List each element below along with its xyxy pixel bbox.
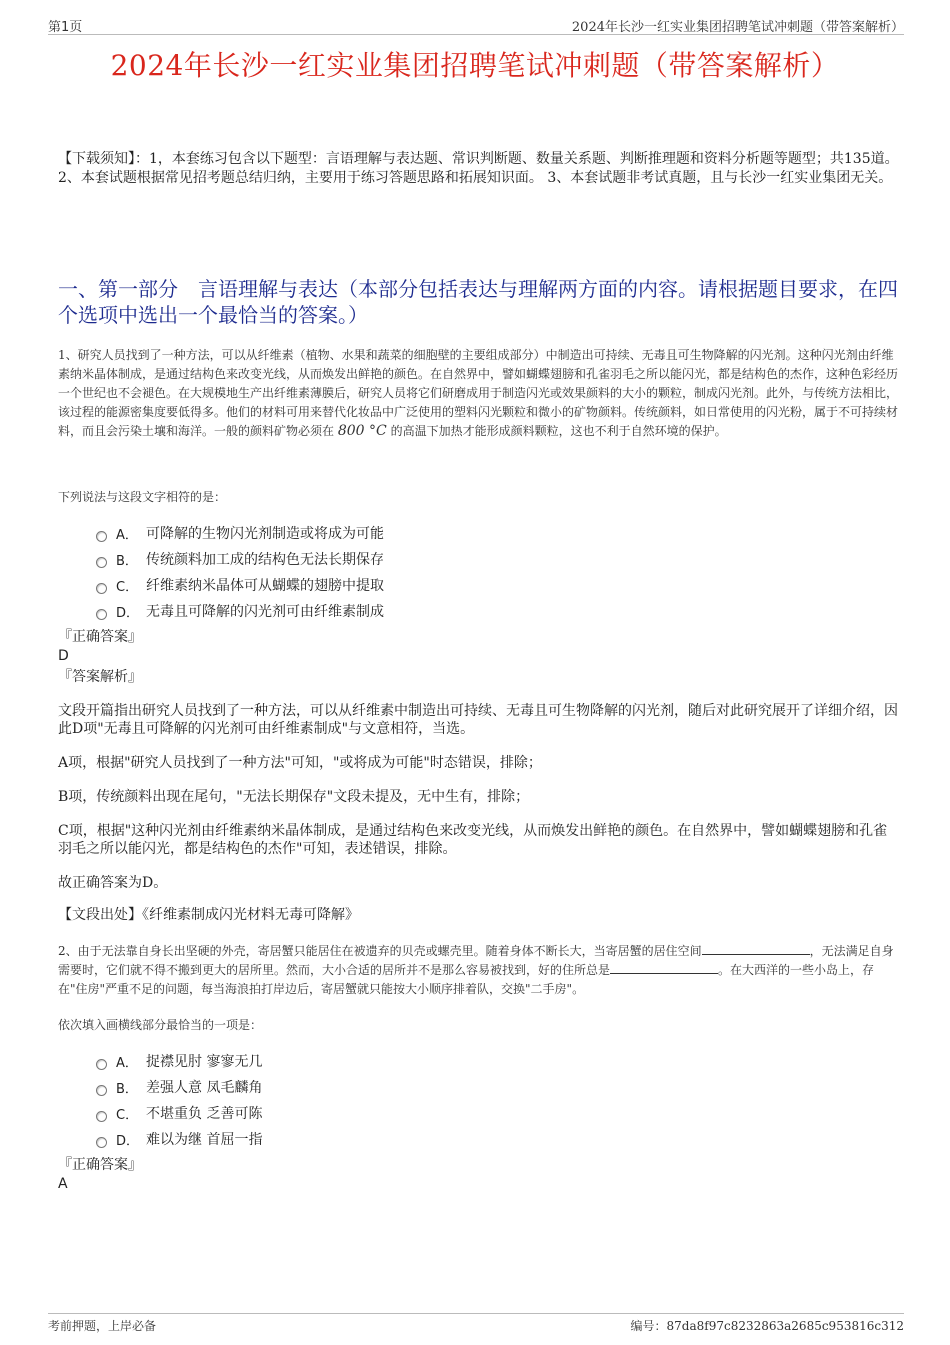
radio-icon[interactable] — [96, 609, 107, 620]
analysis-label: 『答案解析』 — [58, 669, 142, 685]
question-2-stem: 依次填入画横线部分最恰当的一项是： — [58, 1018, 263, 1032]
temperature-formula: 800 °C — [337, 423, 387, 439]
question-1-text-a: 1、研究人员找到了一种方法，可以从纤维素（植物、水果和蔬菜的细胞壁的主要组成部分）中制造出可持续、无毒且可生物降解的闪光剂。这种闪光剂由纤维素纳米晶体制成，是通过结构色来改变光线，从而焕发出鲜艳的颜色。在自然界中，譬如蝴蝶翅膀和孔雀羽毛之所以能闪光，都是结构色的杰作，这种色彩经历一个世纪也不会褪色。在大规模地生产出纤维素薄膜后，研究人员将它们研磨成用于制造闪光或效果颜料的大小的颗粒，制成闪光剂。此外，与传统方法相比，该过程的能源密集度要低得多。他们的材料可用来替代化妆品中广泛使用的塑料闪光颗粒和微小的矿物颜料。传统颜料，如日常使用的闪光粉，属于不可持续材料，而且会污染土壤和海洋。一般的颜料矿物必须在 — [58, 348, 899, 438]
option-b[interactable]: B． 差强人意 凤毛麟角 — [96, 1074, 262, 1100]
download-notice: 【下载须知】：1，本套练习包含以下题型：言语理解与表达题、常识判断题、数量关系题、判断推理题和资料分析题等题型；共135道。 2、本套试题根据常见招考题总结归纳，主要用于练习答题思路和拓展知识面。 3、本套试题非考试真题，且与长沙一红实业集团无关。 — [58, 151, 899, 186]
option-c[interactable]: C． 纤维素纳米晶体可从蝴蝶的翅膀中提取 — [96, 572, 384, 598]
radio-icon[interactable] — [96, 531, 107, 542]
document-id: 编号：87da8f97c8232863a2685c953816c312 — [630, 1319, 904, 1333]
radio-icon[interactable] — [96, 1059, 107, 1070]
question-1-options — [96, 520, 384, 624]
option-a[interactable]: A． 可降解的生物闪光剂制造或将成为可能 — [96, 520, 384, 546]
radio-icon[interactable] — [96, 1085, 107, 1096]
question-2-text-a: 2、由于无法靠自身长出坚硬的外壳，寄居蟹只能居住在被遗弃的贝壳或螺壳里。随着身体不断长大，当寄居蟹的居住空间 — [58, 944, 702, 958]
question-2-passage — [58, 942, 900, 999]
question-1-passage — [58, 346, 900, 441]
question-2-text-c: 。在大西洋的一些小岛上，存在"住房"严重不足的问题，每当海浪拍打岸边后，寄居蟹就只能按大小顺序排着队，交换"二手房"。 — [58, 963, 875, 996]
option-b[interactable]: B． 传统颜料加工成的结构色无法长期保存 — [96, 546, 384, 572]
footer-slogan: 考前押题，上岸必备 — [48, 1319, 157, 1333]
correct-answer: D — [58, 648, 69, 664]
section-heading: 一、第一部分 言语理解与表达（本部分包括表达与理解两方面的内容。请根据题目要求，在四个选项中选出一个最恰当的答案。） — [58, 277, 898, 327]
page-number: 第1页 — [48, 20, 83, 35]
option-d[interactable]: D． 无毒且可降解的闪光剂可由纤维素制成 — [96, 598, 384, 624]
question-2-options — [96, 1048, 262, 1152]
question-1-text-b: 的高温下加热才能形成颜料颗粒，这也不利于自然环境的保护。 — [390, 424, 727, 438]
analysis-paragraph: 文段开篇指出研究人员找到了一种方法，可以从纤维素中制造出可持续、无毒且可生物降解的闪光剂，随后对此研究展开了详细介绍，因此D项"无毒且可降解的闪光剂可由纤维素制成"与文意相符，当选。 — [58, 703, 898, 737]
fill-blank[interactable] — [610, 961, 718, 974]
answer-label: 『正确答案』 — [58, 629, 142, 645]
option-c[interactable]: C． 不堪重负 乏善可陈 — [96, 1100, 262, 1126]
analysis-paragraph: B项，传统颜料出现在尾句，"无法长期保存"文段未提及，无中生有，排除； — [58, 789, 530, 805]
page-title: 2024年长沙一红实业集团招聘笔试冲刺题（带答案解析） — [110, 49, 840, 82]
option-a[interactable]: A． 捉襟见肘 寥寥无几 — [96, 1048, 262, 1074]
header-doc-title: 2024年长沙一红实业集团招聘笔试冲刺题（带答案解析） — [571, 20, 904, 35]
analysis-paragraph: A项，根据"研究人员找到了一种方法"可知，"或将成为可能"时态错误，排除； — [58, 755, 542, 771]
answer-label: 『正确答案』 — [58, 1157, 142, 1173]
option-d[interactable]: D． 难以为继 首屈一指 — [96, 1126, 262, 1152]
analysis-paragraph: 故正确答案为D。 — [58, 875, 168, 891]
analysis-paragraph: C项，根据"这种闪光剂由纤维素纳米晶体制成，是通过结构色来改变光线，从而焕发出鲜艳的颜色。在自然界中，譬如蝴蝶翅膀和孔雀羽毛之所以能闪光，都是结构色的杰作"可知，表述错误，排除。 — [58, 823, 888, 857]
page-footer — [48, 1313, 904, 1334]
radio-icon[interactable] — [96, 1137, 107, 1148]
radio-icon[interactable] — [96, 557, 107, 568]
question-2-text-b: ，无法满足自身需要时，它们就不得不搬到更大的居所里。然而，大小合适的居所并不是那么容易被找到，好的住所总是 — [58, 944, 894, 977]
question-1-stem: 下列说法与这段文字相符的是： — [58, 490, 227, 504]
radio-icon[interactable] — [96, 1111, 107, 1122]
fill-blank[interactable] — [702, 942, 810, 955]
correct-answer: A — [58, 1176, 68, 1192]
source-citation: 【文段出处】《纤维素制成闪光材料无毒可降解》 — [58, 907, 359, 923]
page-header — [48, 14, 904, 35]
radio-icon[interactable] — [96, 583, 107, 594]
